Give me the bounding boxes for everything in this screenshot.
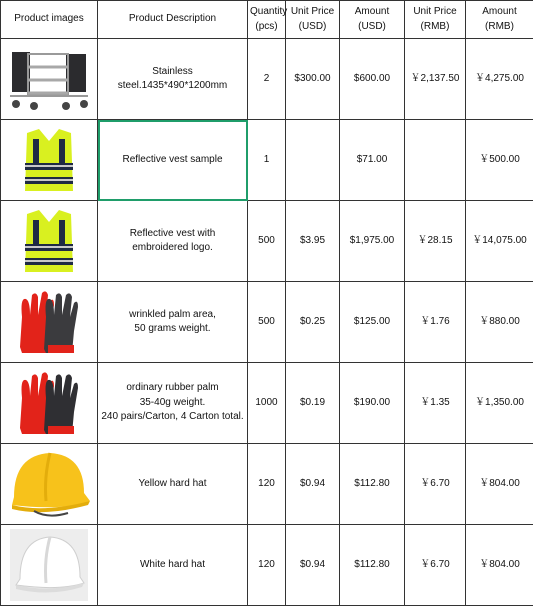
amount-rmb-cell[interactable]: ￥804.00 (466, 444, 533, 525)
reflective-vest-image (21, 127, 77, 193)
unit-price-rmb-cell[interactable]: ￥1.35 (405, 363, 466, 444)
image-cell (1, 282, 98, 363)
quantity-cell[interactable]: 120 (248, 444, 286, 525)
amount-rmb-cell[interactable]: ￥500.00 (466, 120, 533, 201)
unit-price-rmb-cell[interactable] (405, 120, 466, 201)
unit-price-usd-cell[interactable] (286, 120, 340, 201)
rubber-glove-image (14, 368, 84, 438)
amount-rmb-cell[interactable]: ￥1,350.00 (466, 363, 533, 444)
quantity-cell[interactable]: 1000 (248, 363, 286, 444)
description-cell[interactable]: White hard hat (98, 525, 248, 606)
header-row (1, 1, 533, 39)
quantity-cell[interactable]: 1 (248, 120, 286, 201)
table-row (1, 39, 533, 120)
image-cell (1, 444, 98, 525)
amount-usd-cell[interactable]: $190.00 (340, 363, 405, 444)
unit-price-rmb-cell[interactable]: ￥6.70 (405, 525, 466, 606)
reflective-vest-logo-image (21, 208, 77, 274)
unit-price-usd-cell[interactable]: $0.25 (286, 282, 340, 363)
unit-price-usd-cell[interactable]: $300.00 (286, 39, 340, 120)
table-row (1, 282, 533, 363)
unit-price-usd-cell[interactable]: $3.95 (286, 201, 340, 282)
stainless-trolley-image (4, 44, 94, 114)
table-row (1, 363, 533, 444)
amount-rmb-cell[interactable]: ￥804.00 (466, 525, 533, 606)
description-cell[interactable]: Yellow hard hat (98, 444, 248, 525)
quantity-cell[interactable]: 120 (248, 525, 286, 606)
yellow-hard-hat-image (4, 447, 94, 521)
quantity-cell[interactable]: 2 (248, 39, 286, 120)
amount-usd-cell[interactable]: $125.00 (340, 282, 405, 363)
quantity-cell[interactable]: 500 (248, 201, 286, 282)
table-row (1, 120, 533, 201)
description-cell[interactable]: Reflective vest sample (98, 120, 248, 201)
unit-price-rmb-cell[interactable]: ￥28.15 (405, 201, 466, 282)
quantity-cell[interactable]: 500 (248, 282, 286, 363)
amount-usd-cell[interactable]: $112.80 (340, 444, 405, 525)
image-cell (1, 120, 98, 201)
amount-rmb-cell[interactable]: ￥4,275.00 (466, 39, 533, 120)
unit-price-rmb-cell[interactable]: ￥2,137.50 (405, 39, 466, 120)
image-cell (1, 525, 98, 606)
image-cell (1, 201, 98, 282)
amount-rmb-cell[interactable]: ￥14,075.00 (466, 201, 533, 282)
amount-usd-cell[interactable]: $600.00 (340, 39, 405, 120)
wrinkled-glove-image (14, 287, 84, 357)
image-cell (1, 39, 98, 120)
unit-price-usd-cell[interactable]: $0.94 (286, 444, 340, 525)
header-product-description: Product Description (98, 1, 248, 39)
header-unit-price-usd: Unit Price (USD) (286, 1, 340, 39)
header-amount-rmb: Amount (RMB) (466, 1, 533, 39)
unit-price-usd-cell[interactable]: $0.94 (286, 525, 340, 606)
unit-price-usd-cell[interactable]: $0.19 (286, 363, 340, 444)
header-product-images: Product images (1, 1, 98, 39)
header-quantity: Quantity (pcs) (248, 1, 286, 39)
image-cell (1, 363, 98, 444)
description-cell[interactable]: Reflective vest with embroidered logo. (98, 201, 248, 282)
unit-price-rmb-cell[interactable]: ￥1.76 (405, 282, 466, 363)
table-row (1, 444, 533, 525)
amount-usd-cell[interactable]: $1,975.00 (340, 201, 405, 282)
description-cell[interactable]: wrinkled palm area, 50 grams weight. (98, 282, 248, 363)
amount-usd-cell[interactable]: $71.00 (340, 120, 405, 201)
description-cell[interactable]: ordinary rubber palm 35-40g weight. 240 pairs/Carton, 4 Carton total. (98, 363, 248, 444)
unit-price-rmb-cell[interactable]: ￥6.70 (405, 444, 466, 525)
amount-usd-cell[interactable]: $112.80 (340, 525, 405, 606)
table-row (1, 201, 533, 282)
white-hard-hat-image (10, 529, 88, 601)
description-cell[interactable]: Stainless steel.1435*490*1200mm (98, 39, 248, 120)
amount-rmb-cell[interactable]: ￥880.00 (466, 282, 533, 363)
header-amount-usd: Amount (USD) (340, 1, 405, 39)
table-row (1, 525, 533, 606)
header-unit-price-rmb: Unit Price (RMB) (405, 1, 466, 39)
